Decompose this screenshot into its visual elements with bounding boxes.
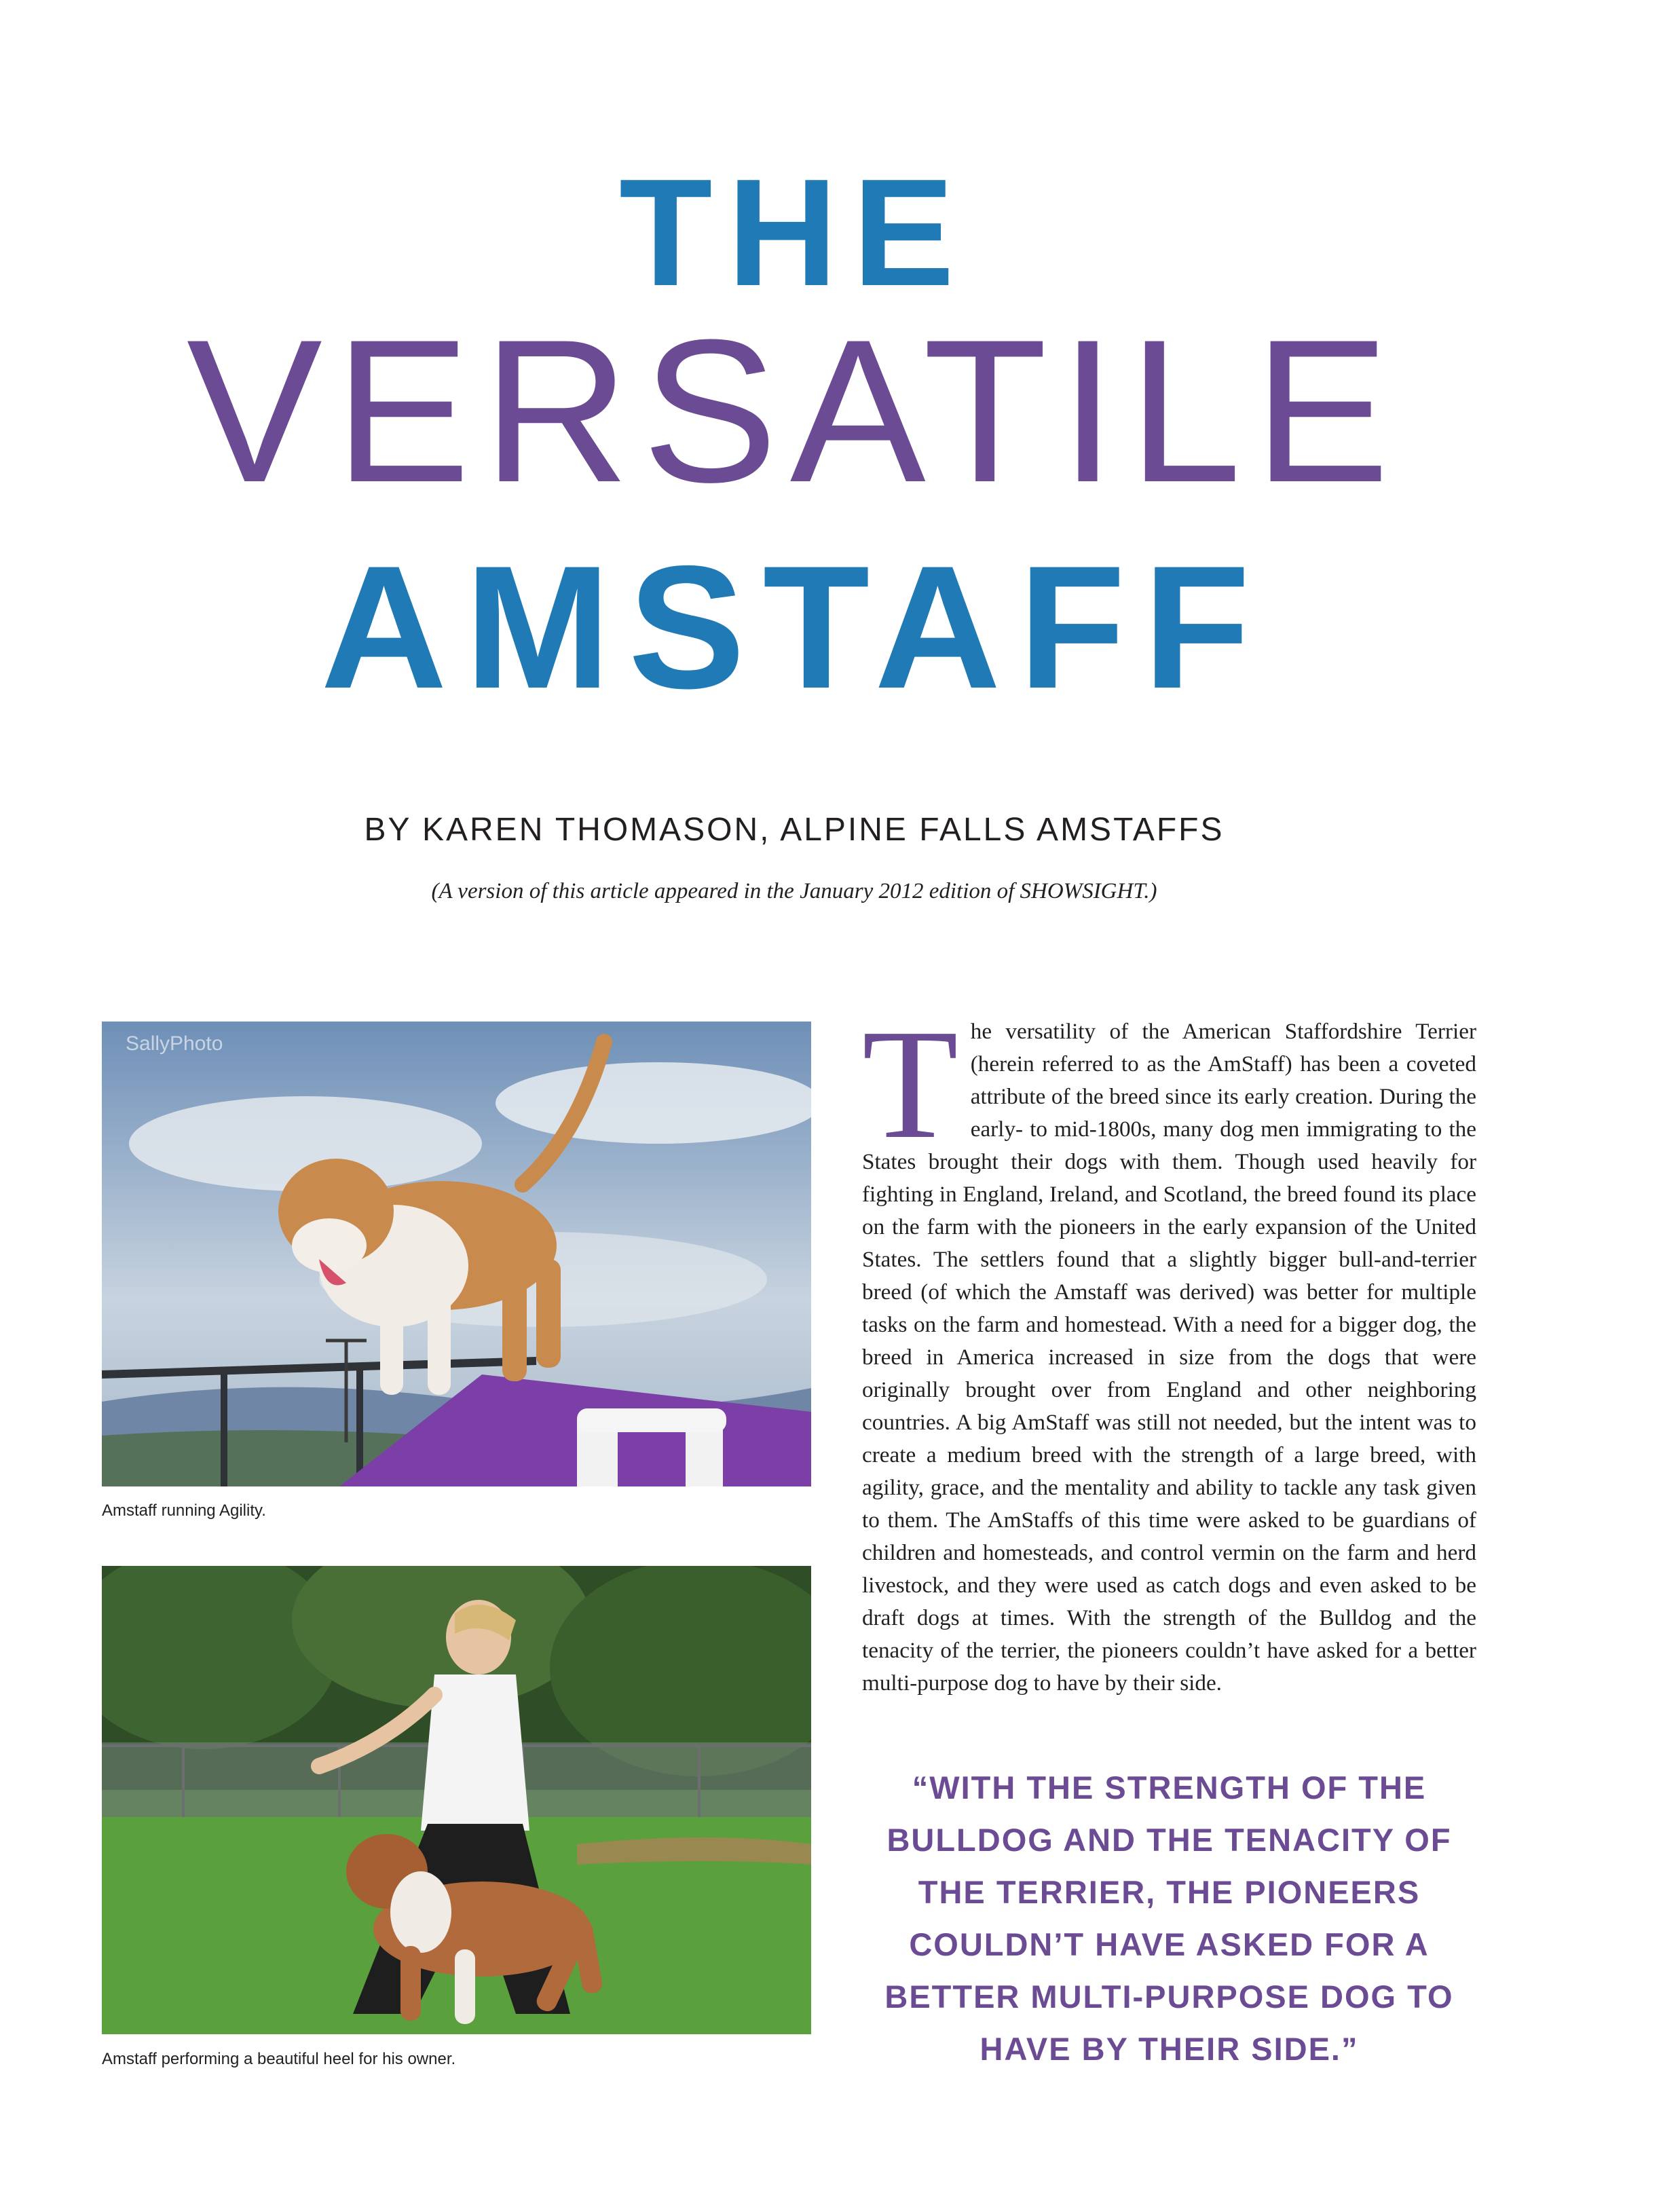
byline: BY KAREN THOMASON, ALPINE FALLS AMSTAFFS [364, 812, 1225, 848]
drop-cap: T [862, 997, 958, 1172]
article-text: he versatility of the American Staffordshire Terrier (herein referred to as the AmStaff) has been a coveted attribute of the breed since its early creation. During the early- to mid-1800s, many dog men immigrating to the States brought their dogs with them. Though used heavily for fighting in England, Ireland, and Scotland, the breed found its place on the farm with the pioneers in the early expansion of the United States. The settlers found that a slightly bigger bull-and-terrier breed (of which the Amstaff was derived) was better for multiple tasks on the farm and homestead. With a need for a bigger dog, the breed in America increased in size from the dogs that were originally brought over from England and other neighboring countries. A big AmStaff was still not needed, but the intent was to create a medium breed with the strength of a large breed, with agility, grace, and the mentality and ability to tackle any task given to them. The AmStaffs of this time were asked to be guardians of children and homesteads, and control vermin on the farm and herd livestock, and they were used as catch dogs and even asked to be draft dogs at times. With the strength of the Bulldog and the tenacity of the terrier, the pioneers couldn’t have asked for a better multi-purpose dog to have by their side. [862, 1019, 1476, 1696]
photo-watermark: SallyPhoto [126, 1032, 223, 1055]
heel-photo [102, 1566, 811, 2034]
caption-agility: Amstaff running Agility. [102, 1501, 266, 1520]
agility-photo [102, 1022, 811, 1486]
title-line-versatile: VERSATILE [186, 297, 1402, 525]
publication-note: (A version of this article appeared in the January 2012 edition of SHOWSIGHT.) [431, 879, 1157, 903]
pull-quote: “WITH THE STRENGTH OF THE BULLDOG AND THE TENACITY OF THE TERRIER, THE PIONEERS COULDN’T HAVE ASKED FOR A BETTER MULTI-PURPOSE DOG TO HAVE BY THEIR SIDE.” [884, 1770, 1454, 2067]
article-body [862, 997, 1476, 1700]
title-line-amstaff: AMSTAFF [320, 529, 1268, 725]
title-line-the: THE [619, 147, 969, 318]
caption-heel: Amstaff performing a beautiful heel for his owner. [102, 2050, 456, 2068]
